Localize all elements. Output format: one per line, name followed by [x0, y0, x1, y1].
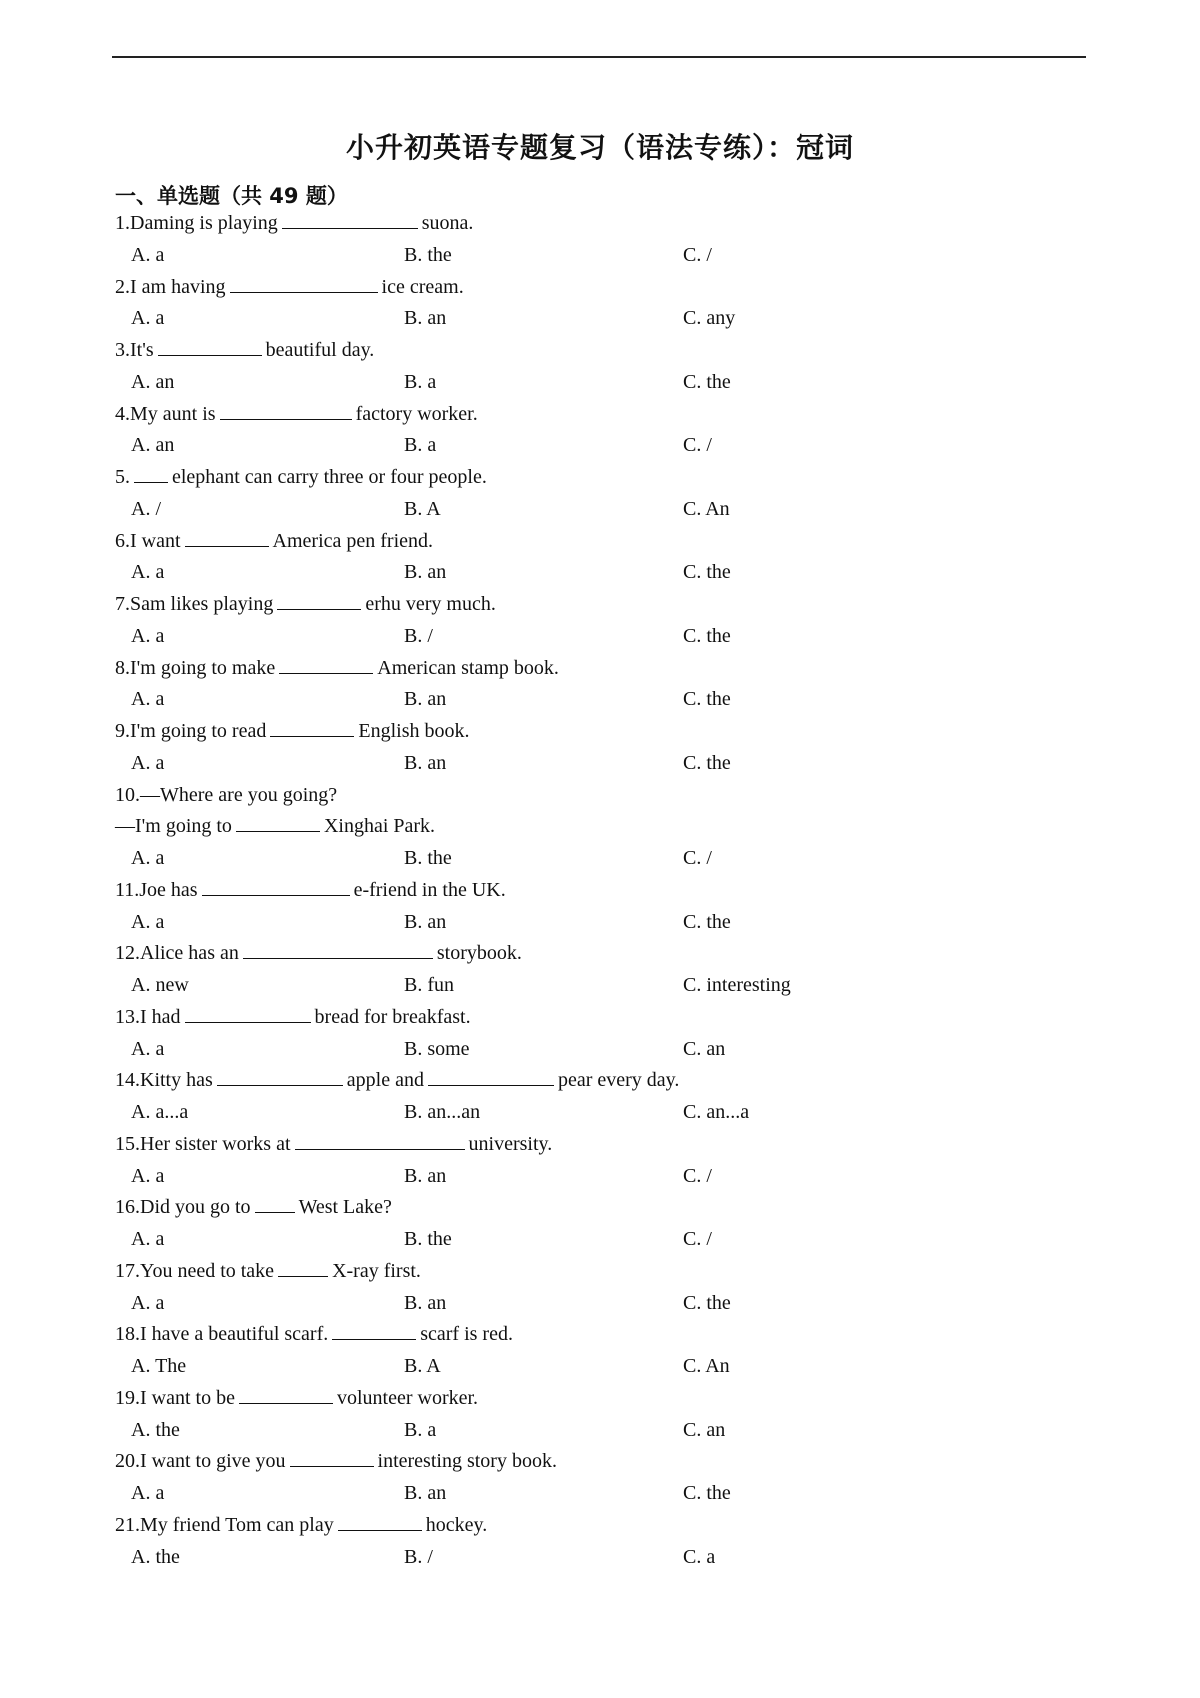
question-stem: 7.Sam likes playing erhu very much. [115, 593, 496, 615]
question-stem: 3.It's beautiful day. [115, 339, 375, 361]
question-stem: 17.You need to take X-ray first. [115, 1259, 421, 1282]
option-a[interactable]: A. a [131, 624, 165, 647]
option-row [0, 557, 1200, 589]
answer-blank[interactable] [338, 1512, 422, 1531]
option-a[interactable]: A. a [131, 1482, 165, 1504]
option-b[interactable]: B. some [404, 1037, 470, 1060]
option-a[interactable]: A. a [131, 307, 165, 330]
option-c[interactable]: C. a [683, 1545, 716, 1568]
option-a[interactable]: A. a [131, 688, 165, 711]
option-row [0, 367, 1200, 399]
option-a[interactable]: A. a [131, 910, 165, 933]
answer-blank[interactable] [295, 1131, 465, 1150]
question-stem: 10.—Where are you going? [115, 783, 338, 806]
option-a[interactable]: A. the [131, 1545, 180, 1568]
option-a[interactable]: A. a [131, 1228, 165, 1250]
option-c[interactable]: C. the [683, 751, 731, 774]
option-row [0, 303, 1200, 335]
option-c[interactable]: C. the [683, 561, 731, 584]
question-stem: 13.I had bread for breakfast. [115, 1005, 471, 1028]
answer-blank[interactable] [278, 1258, 328, 1277]
option-row [0, 907, 1200, 939]
answer-blank[interactable] [282, 210, 418, 229]
question-stem: 4.My aunt is factory worker. [115, 402, 478, 425]
question-stem: 11.Joe has e-friend in the UK. [115, 878, 506, 901]
option-b[interactable]: B. a [404, 370, 437, 393]
answer-blank[interactable] [270, 718, 354, 737]
option-c[interactable]: C. the [683, 370, 731, 393]
answer-blank[interactable] [217, 1067, 343, 1086]
option-b[interactable]: B. a [404, 1418, 437, 1441]
option-b[interactable]: B. an [404, 307, 447, 330]
option-row [0, 748, 1200, 780]
option-a[interactable]: A. a [131, 243, 165, 266]
section-heading: 一、单选题（共 49 题） [115, 184, 348, 208]
option-b[interactable]: B. an [404, 1291, 447, 1314]
answer-blank[interactable] [230, 274, 378, 293]
option-b[interactable]: B. the [404, 1228, 452, 1250]
answer-blank[interactable] [220, 401, 352, 420]
option-c[interactable]: C. an [683, 1037, 726, 1060]
question-stem: 2.I am having ice cream. [115, 275, 464, 298]
option-c[interactable]: C. any [683, 307, 736, 330]
question-stem: 19.I want to be volunteer worker. [115, 1386, 479, 1409]
option-a[interactable]: A. an [131, 434, 175, 457]
option-c[interactable]: C. the [683, 1291, 731, 1314]
question-stem: 14.Kitty has apple and pear every day. [115, 1069, 680, 1092]
option-c[interactable]: C. the [683, 624, 731, 647]
option-b[interactable]: B. / [404, 1545, 433, 1568]
option-row [0, 970, 1200, 1002]
header-rule [112, 56, 1086, 58]
option-b[interactable]: B. an [404, 910, 447, 933]
option-c[interactable]: C. / [683, 1228, 712, 1250]
option-b[interactable]: B. an [404, 561, 447, 584]
option-b[interactable]: B. fun [404, 974, 454, 996]
option-row [0, 1542, 1200, 1574]
option-c[interactable]: C. an...a [683, 1101, 750, 1123]
answer-blank[interactable] [290, 1448, 374, 1467]
answer-blank[interactable] [332, 1321, 416, 1340]
answer-blank[interactable] [236, 813, 320, 832]
option-c[interactable]: C. the [683, 910, 731, 933]
document-title: 小升初英语专题复习（语法专练）：冠词 [345, 131, 854, 164]
option-row [0, 843, 1200, 875]
question-stem: 1.Daming is playing suona. [115, 212, 474, 234]
option-a[interactable]: A. / [131, 497, 161, 520]
question-stem: 21.My friend Tom can play hockey. [115, 1513, 488, 1536]
option-a[interactable]: A. a...a [131, 1101, 189, 1123]
option-c[interactable]: C. an [683, 1418, 726, 1441]
question-stem: 8.I'm going to make American stamp book. [115, 656, 559, 679]
option-b[interactable]: B. an...an [404, 1101, 481, 1123]
option-a[interactable]: A. new [131, 974, 189, 996]
answer-blank[interactable] [428, 1067, 554, 1086]
answer-blank[interactable] [279, 655, 373, 674]
option-a[interactable]: A. a [131, 1164, 165, 1187]
answer-blank[interactable] [243, 940, 433, 959]
option-a[interactable]: A. a [131, 847, 165, 869]
answer-blank[interactable] [134, 464, 168, 483]
option-row [0, 1415, 1200, 1447]
question-stem: 5. elephant can carry three or four people. [115, 466, 487, 488]
option-a[interactable]: A. a [131, 751, 165, 774]
option-b[interactable]: B. an [404, 751, 447, 774]
option-b[interactable]: B. an [404, 688, 447, 711]
option-b[interactable]: B. A [404, 497, 441, 520]
option-a[interactable]: A. a [131, 561, 165, 584]
option-row [0, 430, 1200, 462]
option-a[interactable]: A. The [131, 1355, 187, 1377]
option-c[interactable]: C. / [683, 1164, 712, 1187]
option-b[interactable]: B. A [404, 1355, 441, 1377]
option-row [0, 1034, 1200, 1066]
question-stem: 15.Her sister works at university. [115, 1132, 553, 1155]
option-c[interactable]: C. / [683, 243, 712, 266]
option-a[interactable]: A. a [131, 1291, 165, 1314]
option-row [0, 1097, 1200, 1129]
option-a[interactable]: A. a [131, 1037, 165, 1060]
answer-blank[interactable] [185, 528, 269, 547]
question-stem: —I'm going to Xinghai Park. [115, 815, 436, 838]
answer-blank[interactable] [202, 877, 350, 896]
option-c[interactable]: C. / [683, 847, 712, 869]
option-b[interactable]: B. / [404, 624, 433, 647]
question-stem: 18.I have a beautiful scarf. scarf is red. [115, 1323, 513, 1346]
question-stem: 6.I want America pen friend. [115, 529, 434, 552]
option-row [0, 1351, 1200, 1383]
option-c[interactable]: C. An [683, 1355, 730, 1377]
option-row [0, 684, 1200, 716]
option-row [0, 1478, 1200, 1510]
answer-blank[interactable] [255, 1194, 295, 1213]
question-stem: 20.I want to give you interesting story book. [115, 1450, 557, 1473]
option-a[interactable]: A. the [131, 1418, 180, 1441]
option-row [0, 621, 1200, 653]
question-stem: 9.I'm going to read English book. [115, 720, 470, 742]
option-c[interactable]: C. interesting [683, 974, 791, 996]
option-c[interactable]: C. the [683, 1482, 731, 1504]
option-row [0, 240, 1200, 272]
option-row [0, 494, 1200, 526]
option-b[interactable]: B. the [404, 243, 452, 266]
option-b[interactable]: B. the [404, 847, 452, 869]
option-row [0, 1288, 1200, 1320]
option-c[interactable]: C. / [683, 434, 712, 457]
option-c[interactable]: C. the [683, 688, 731, 711]
answer-blank[interactable] [185, 1004, 311, 1023]
option-b[interactable]: B. an [404, 1164, 447, 1187]
question-stem: 16.Did you go to West Lake? [115, 1196, 392, 1219]
option-a[interactable]: A. an [131, 370, 175, 393]
answer-blank[interactable] [239, 1385, 333, 1404]
option-row [0, 1161, 1200, 1193]
option-c[interactable]: C. An [683, 497, 730, 520]
option-row [0, 1224, 1200, 1256]
answer-blank[interactable] [158, 337, 262, 356]
question-list [0, 208, 1200, 1573]
option-b[interactable]: B. a [404, 434, 437, 457]
question-stem: 12.Alice has an storybook. [115, 942, 522, 965]
answer-blank[interactable] [277, 591, 361, 610]
option-b[interactable]: B. an [404, 1482, 447, 1504]
